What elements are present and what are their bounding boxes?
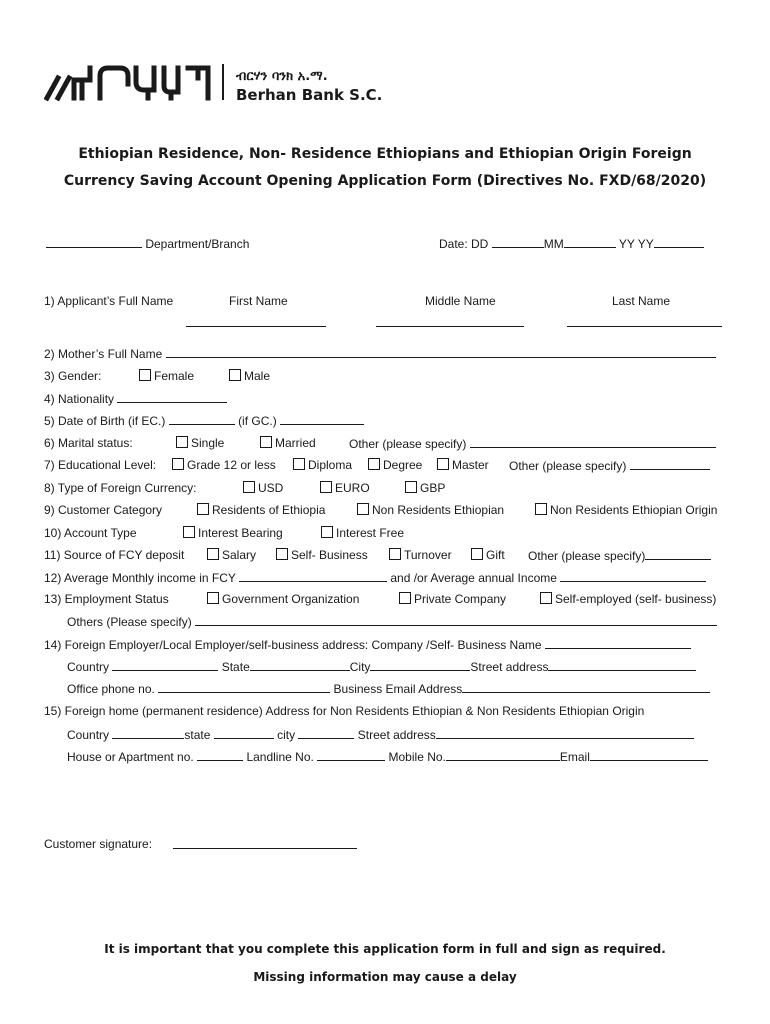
q15-country-label: Country <box>67 728 110 742</box>
gift-label: Gift <box>486 548 505 562</box>
marital-married-option[interactable] <box>260 436 316 450</box>
form-title-line1: Ethiopian Residence, Non- Residence Ethiopians and Ethiopian Origin Foreign <box>78 146 692 162</box>
form-title-line2: Currency Saving Account Opening Application Form (Directives No. FXD/68/2020) <box>63 173 707 189</box>
interest-free-label: Interest Free <box>336 526 405 540</box>
turnover-checkbox[interactable] <box>389 548 401 560</box>
q14-country-label: Country <box>67 660 110 674</box>
q3-label: 3) Gender: <box>44 369 102 383</box>
male-label: Male <box>244 369 271 383</box>
dob-gc-field[interactable] <box>280 413 364 425</box>
gender-male-option[interactable] <box>229 369 270 383</box>
date-mm-field[interactable] <box>564 236 616 248</box>
q14-label: 14) Foreign Employer/Local Employer/self-business address: Company /Self- Business Name <box>44 638 542 652</box>
first-name-field[interactable] <box>186 316 326 327</box>
q4-label: 4) Nationality <box>44 392 115 406</box>
single-label: Single <box>191 436 225 450</box>
master-label: Master <box>452 458 489 472</box>
house-no-field[interactable] <box>197 749 243 761</box>
category-nonres-origin-option[interactable] <box>535 503 717 517</box>
marital-other-label: Other (please specify) <box>349 437 467 451</box>
self-employed-label: Self-employed (self- business) <box>555 592 717 606</box>
date-mm-label: MM <box>543 237 564 251</box>
bank-name-english: Berhan Bank S.C. <box>236 86 383 104</box>
berhan-bank-logo <box>44 62 216 102</box>
grade12-label: Grade 12 or less <box>187 458 276 472</box>
company-name-field[interactable] <box>545 637 691 649</box>
interest-bearing-label: Interest Bearing <box>198 526 283 540</box>
usd-checkbox[interactable] <box>243 481 255 493</box>
nationality-field[interactable] <box>117 391 227 403</box>
q14-street-field[interactable] <box>548 659 696 671</box>
employment-private-option[interactable] <box>399 592 506 606</box>
euro-checkbox[interactable] <box>320 481 332 493</box>
q2-row <box>44 346 716 361</box>
q14-address-row <box>67 659 696 674</box>
degree-label: Degree <box>383 458 423 472</box>
house-no-label: House or Apartment no. <box>67 750 194 764</box>
gbp-label: GBP <box>420 481 446 495</box>
employment-others-label: Others (Please specify) <box>67 615 192 629</box>
q15-contact-row <box>67 749 708 764</box>
signature-label: Customer signature: <box>44 837 153 851</box>
footer-note-line2: Missing information may cause a delay <box>253 970 517 984</box>
female-label: Female <box>154 369 195 383</box>
q13-label: 13) Employment Status <box>44 592 169 606</box>
edu-other-field[interactable] <box>630 458 710 470</box>
landline-label: Landline No. <box>246 750 314 764</box>
q14-state-label: State <box>221 660 250 674</box>
q15-state-label: state <box>184 728 211 742</box>
diploma-checkbox[interactable] <box>293 458 305 470</box>
edu-diploma-option[interactable] <box>293 458 352 472</box>
nonres-origin-checkbox[interactable] <box>535 503 547 515</box>
q15-email-label: Email <box>559 750 590 764</box>
q15-country-field[interactable] <box>112 727 184 739</box>
nonres-eth-label: Non Residents Ethiopian <box>372 503 505 517</box>
office-phone-field[interactable] <box>158 681 330 693</box>
gov-label: Government Organization <box>222 592 360 606</box>
usd-label: USD <box>258 481 284 495</box>
currency-euro-option[interactable] <box>320 481 370 495</box>
q15-address-row <box>67 727 694 742</box>
marital-single-option[interactable] <box>176 436 224 450</box>
mobile-field[interactable] <box>446 749 560 761</box>
gift-checkbox[interactable] <box>471 548 483 560</box>
q2-label: 2) Mother’s Full Name <box>44 347 163 361</box>
q12-label: 12) Average Monthly income in FCY <box>44 571 236 585</box>
gbp-checkbox[interactable] <box>405 481 417 493</box>
q14-row <box>44 637 691 652</box>
q1-middle-name-label: Middle Name <box>425 294 496 308</box>
date-dd-field[interactable] <box>492 236 544 248</box>
source-other-label: Other (please specify) <box>528 549 646 563</box>
q5-label: 5) Date of Birth (if EC.) <box>44 414 166 428</box>
self-business-checkbox[interactable] <box>276 548 288 560</box>
account-interest-free-option[interactable] <box>321 526 404 540</box>
gender-female-option[interactable] <box>139 369 194 383</box>
source-salary-option[interactable] <box>207 548 256 562</box>
edu-degree-option[interactable] <box>368 458 422 472</box>
q15-city-field[interactable] <box>298 727 354 739</box>
office-phone-label: Office phone no. <box>67 682 155 696</box>
middle-name-field[interactable] <box>376 316 524 327</box>
q14-country-field[interactable] <box>112 659 218 671</box>
date-yy-label: YY YY <box>618 237 654 251</box>
employment-others-row <box>67 614 717 629</box>
edu-other-label: Other (please specify) <box>509 459 627 473</box>
nonres-eth-checkbox[interactable] <box>357 503 369 515</box>
private-label: Private Company <box>414 592 507 606</box>
q11-label: 11) Source of FCY deposit <box>44 548 185 562</box>
business-email-field[interactable] <box>462 681 710 693</box>
degree-checkbox[interactable] <box>368 458 380 470</box>
edu-master-option[interactable] <box>437 458 489 472</box>
currency-gbp-option[interactable] <box>405 481 445 495</box>
q15-label: 15) Foreign home (permanent residence) Address for Non Residents Ethiopian & Non Residents Ethiopian Origin <box>44 704 645 718</box>
q5-row <box>44 413 364 428</box>
logo-divider <box>222 64 224 100</box>
diploma-label: Diploma <box>308 458 353 472</box>
date-dd-label: Date: DD <box>439 237 489 251</box>
department-branch-row <box>46 236 249 251</box>
mothers-name-field[interactable] <box>166 346 716 358</box>
dob-ec-field[interactable] <box>169 413 235 425</box>
grade12-checkbox[interactable] <box>172 458 184 470</box>
residents-label: Residents of Ethiopia <box>212 503 326 517</box>
q6-label: 6) Marital status: <box>44 436 133 450</box>
edu-other-row <box>509 458 710 473</box>
self-business-label: Self- Business <box>291 548 368 562</box>
salary-checkbox[interactable] <box>207 548 219 560</box>
q9-label: 9) Customer Category <box>44 503 163 517</box>
married-checkbox[interactable] <box>260 436 272 448</box>
male-checkbox[interactable] <box>229 369 241 381</box>
gov-checkbox[interactable] <box>207 592 219 604</box>
bank-name-amharic: ብርሃን ባንክ አ.ማ. <box>236 69 328 84</box>
q14-state-field[interactable] <box>250 659 350 671</box>
source-gift-option[interactable] <box>471 548 505 562</box>
q1-last-name-label: Last Name <box>612 294 671 308</box>
category-residents-option[interactable] <box>197 503 325 517</box>
salary-label: Salary <box>222 548 257 562</box>
business-email-label: Business Email Address <box>333 682 463 696</box>
q1-label: 1) Applicant’s Full Name <box>44 294 174 308</box>
employment-gov-option[interactable] <box>207 592 359 606</box>
marital-other-row <box>349 436 716 451</box>
nonres-origin-label: Non Residents Ethiopian Origin <box>550 503 718 517</box>
signature-field[interactable] <box>173 837 357 849</box>
q1-first-name-label: First Name <box>229 294 288 308</box>
master-checkbox[interactable] <box>437 458 449 470</box>
department-label: Department/Branch <box>145 237 250 251</box>
q15-street-label: Street address <box>357 728 436 742</box>
employment-others-field[interactable] <box>195 614 717 626</box>
dob-gc-label: (if GC.) <box>238 414 277 428</box>
married-label: Married <box>275 436 316 450</box>
private-checkbox[interactable] <box>399 592 411 604</box>
date-row <box>439 236 704 251</box>
q7-label: 7) Educational Level: <box>44 458 157 472</box>
q15-state-field[interactable] <box>214 727 274 739</box>
turnover-label: Turnover <box>404 548 452 562</box>
female-checkbox[interactable] <box>139 369 151 381</box>
interest-bearing-checkbox[interactable] <box>183 526 195 538</box>
q10-label: 10) Account Type <box>44 526 137 540</box>
annual-income-label: and /or Average annual Income <box>390 571 557 585</box>
source-turnover-option[interactable] <box>389 548 452 562</box>
q4-row <box>44 391 227 406</box>
department-field[interactable] <box>46 236 142 248</box>
single-checkbox[interactable] <box>176 436 188 448</box>
footer-note-line1: It is important that you complete this application form in full and sign as required. <box>104 942 666 956</box>
currency-usd-option[interactable] <box>243 481 283 495</box>
q14-street-label: Street address <box>470 660 549 674</box>
category-nonres-eth-option[interactable] <box>357 503 504 517</box>
annual-income-field[interactable] <box>560 570 706 582</box>
q14-city-label: City <box>349 660 371 674</box>
source-other-row <box>528 548 711 563</box>
q12-row <box>44 570 706 585</box>
q15-city-label: city <box>277 728 296 742</box>
source-self-business-option[interactable] <box>276 548 368 562</box>
last-name-field[interactable] <box>567 316 722 327</box>
date-yy-field[interactable] <box>654 236 704 248</box>
q14-contact-row <box>67 681 710 696</box>
self-employed-checkbox[interactable] <box>540 592 552 604</box>
q14-city-field[interactable] <box>370 659 470 671</box>
account-interest-bearing-option[interactable] <box>183 526 283 540</box>
landline-field[interactable] <box>317 749 385 761</box>
euro-label: EURO <box>335 481 370 495</box>
interest-free-checkbox[interactable] <box>321 526 333 538</box>
q15-email-field[interactable] <box>590 749 708 761</box>
monthly-income-field[interactable] <box>239 570 387 582</box>
edu-grade12-option[interactable] <box>172 458 276 472</box>
marital-other-field[interactable] <box>470 436 716 448</box>
residents-checkbox[interactable] <box>197 503 209 515</box>
mobile-label: Mobile No. <box>388 750 446 764</box>
q15-street-field[interactable] <box>436 727 694 739</box>
source-other-field[interactable] <box>645 548 711 560</box>
employment-self-option[interactable] <box>540 592 716 606</box>
q8-label: 8) Type of Foreign Currency: <box>44 481 197 495</box>
